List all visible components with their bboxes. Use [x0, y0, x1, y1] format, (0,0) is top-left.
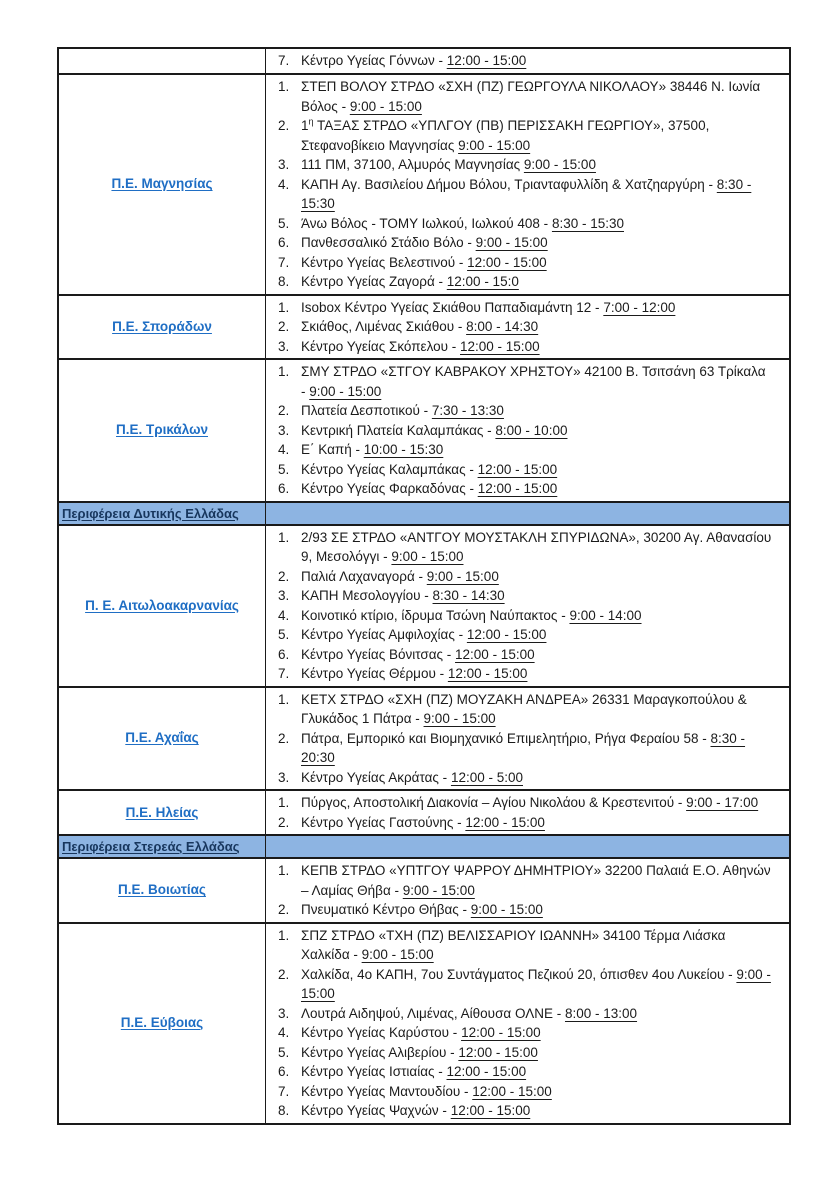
item-text — [301, 861, 783, 900]
item-number: 6. — [278, 1064, 290, 1079]
item-number: 6. — [278, 481, 290, 496]
region-label: Π.Ε. Αχαΐας — [125, 730, 199, 746]
schedule-item — [266, 813, 783, 833]
locations-cell — [266, 526, 789, 686]
region-row — [59, 49, 789, 73]
item-number: 8. — [278, 1103, 290, 1118]
item-text — [301, 421, 783, 441]
item-location-text: ΤΑΞΑΣ ΣΤΡΔΟ «ΥΠΛΓΟΥ (ΠΒ) ΠΕΡΙΣΣΑΚΗ ΓΕΩΡΓΙΟΥ», 37500, Στεφανοβίκειο Μαγνησίας — [301, 118, 710, 153]
item-location-text: ΣΜΥ ΣΤΡΔΟ «ΣΤΓΟΥ ΚΑΒΡΑΚΟΥ ΧΡΗΣΤΟΥ» 42100 Β. Τσιτσάνη 63 Τρίκαλα - — [301, 364, 766, 399]
item-time: 12:00 - 15:00 — [467, 254, 547, 270]
item-location-text: ΚΕΠΒ ΣΤΡΔΟ «ΥΠΤΓΟΥ ΨΑΡΡΟΥ ΔΗΜΗΤΡΙΟΥ» 32200 Παλαιά Ε.Ο. Αθηνών – Λαμίας Θήβα - — [301, 863, 771, 898]
locations-cell — [266, 859, 789, 922]
item-text — [301, 51, 783, 71]
item-number: 7. — [278, 1083, 290, 1099]
schedule-item — [266, 729, 783, 768]
item-location-text: Πύργος, Αποστολική Διακονία – Αγίου Νικολάου & Κρεστενιτού - — [301, 795, 687, 810]
item-text — [301, 606, 783, 626]
region-row — [59, 294, 789, 359]
region-row — [59, 857, 789, 922]
schedule-item — [266, 900, 783, 920]
schedule-item — [266, 362, 783, 401]
schedule-item — [266, 1082, 783, 1102]
schedule-item — [266, 625, 783, 645]
item-location-text: Κέντρο Υγείας Αμφιλοχίας - — [301, 627, 467, 642]
item-location-text: Κέντρο Υγείας Βελεστινού - — [301, 254, 468, 270]
schedule-item — [266, 401, 783, 421]
item-number: 6. — [278, 235, 290, 250]
item-text — [301, 1043, 783, 1063]
item-time: 9:00 - 15:00 — [470, 902, 543, 917]
item-time: 7:00 - 12:00 — [603, 299, 676, 315]
item-number: 7. — [278, 53, 290, 68]
item-text — [301, 1004, 783, 1024]
item-time: 9:00 - 15:00 — [391, 549, 464, 564]
item-location-text: Άνω Βόλος - ΤΟΜΥ Ιωλκού, Ιωλκού 408 - — [301, 215, 552, 231]
item-text — [301, 298, 783, 318]
locations-cell — [266, 503, 789, 524]
item-time: 9:00 - 17:00 — [686, 795, 759, 810]
schedule-item — [266, 440, 783, 460]
item-number: 3. — [278, 422, 290, 438]
item-location-text: Κοινοτικό κτίριο, ίδρυμα Τσώνη Ναύπακτος - — [301, 607, 570, 623]
item-time: 9:00 - 15:00 — [402, 882, 475, 898]
item-time: 9:00 - 15:00 — [426, 568, 499, 584]
item-number: 1. — [278, 364, 290, 379]
item-text — [301, 965, 783, 1004]
item-location-text: ΚΕΤΧ ΣΤΡΔΟ «ΣΧΗ (ΠΖ) ΜΟΥΖΑΚΗ ΑΝΔΡΕΑ» 26331 Μαραγκοπούλου & Γλυκάδος 1 Πάτρα - — [301, 691, 747, 726]
schedule-item — [266, 51, 783, 71]
item-text — [301, 900, 783, 920]
schedule-item — [266, 1023, 783, 1043]
region-label: Π. Ε. Αιτωλοακαρνανίας — [85, 597, 239, 613]
item-time: 12:00 - 15:00 — [450, 1103, 531, 1118]
item-location-text: Κέντρο Υγείας Ακράτας - — [301, 769, 451, 785]
item-number: 1. — [278, 529, 290, 545]
item-number: 7. — [278, 254, 290, 270]
item-location-text: Isobox Κέντρο Υγείας Σκιάθου Παπαδιαμάντη 12 - — [301, 299, 604, 315]
region-row — [59, 358, 789, 501]
item-time: 12:00 - 15:00 — [466, 627, 547, 642]
schedule-item — [266, 116, 783, 155]
item-number: 5. — [278, 1044, 290, 1060]
schedule-item — [266, 606, 783, 626]
section-label-cell — [59, 836, 266, 857]
item-time: 8:30 - 15:30 — [301, 176, 752, 211]
item-time: 12:00 - 15:00 — [458, 1044, 538, 1060]
item-number: 3. — [278, 1005, 290, 1021]
item-time: 12:00 - 15:00 — [465, 814, 545, 830]
region-label-cell — [59, 360, 266, 501]
item-location-text: Πάτρα, Εμπορικό και Βιομηχανικό Επιμελητήριο, Ρήγα Φεραίου 58 - — [301, 730, 711, 746]
item-text — [301, 253, 783, 273]
schedule-item — [266, 421, 783, 441]
locations-cell — [266, 49, 789, 73]
schedule-item — [266, 337, 783, 357]
item-number: 6. — [278, 646, 290, 662]
item-location-text: Παλιά Λαχαναγορά - — [301, 568, 427, 584]
schedule-item — [266, 1043, 783, 1063]
item-time: 12:00 - 15:0 — [446, 274, 519, 289]
item-time: 9:00 - 14:00 — [569, 607, 642, 623]
item-location-text: Πνευματικό Κέντρο Θήβας - — [301, 902, 471, 917]
region-label-cell — [59, 688, 266, 790]
item-text — [301, 362, 783, 401]
section-row — [59, 501, 789, 524]
region-label: Π.Ε. Εύβοιας — [120, 1015, 204, 1030]
item-text — [301, 1023, 783, 1043]
item-text — [301, 155, 783, 175]
region-label: Π.Ε. Βοιωτίας — [118, 882, 206, 898]
item-number: 5. — [278, 627, 290, 642]
item-time: 12:00 - 15:00 — [446, 1064, 527, 1079]
item-location-text: ΚΑΠΗ Μεσολογγίου - — [301, 588, 433, 603]
item-time: 9:00 - 15:00 — [301, 966, 771, 1001]
item-location-text: Κέντρο Υγείας Ζαγορά - — [301, 274, 447, 289]
item-location-text: 2/93 ΣΕ ΣΤΡΔΟ «ΑΝΤΓΟΥ ΜΟΥΣΤΑΚΛΗ ΣΠΥΡΙΔΩΝΑ», 30200 Αγ. Αθανασίου 9, Μεσολόγγι - — [301, 529, 772, 564]
schedule-item — [266, 175, 783, 214]
item-number: 2. — [278, 730, 290, 746]
item-location-text: ΣΠΖ ΣΤΡΔΟ «ΤΧΗ (ΠΖ) ΒΕΛΙΣΣΑΡΙΟΥ ΙΩΑΝΝΗ» 34100 Τέρμα Λιάσκα Χαλκίδα - — [301, 927, 726, 962]
item-time: 12:00 - 15:00 — [477, 481, 558, 496]
schedule-item — [266, 1101, 783, 1121]
item-time: 9:00 - 15:00 — [349, 98, 422, 114]
region-row — [59, 524, 789, 686]
item-location-text: ΚΑΠΗ Αγ. Βασιλείου Δήμου Βόλου, Τριανταφυλλίδη & Χατζηαργύρη - — [301, 176, 717, 192]
item-location-text: Κέντρο Υγείας Καρύστου - — [301, 1025, 462, 1040]
item-number: 5. — [278, 461, 290, 477]
item-number: 7. — [278, 666, 290, 681]
schedule-item — [266, 253, 783, 273]
item-number: 1. — [278, 299, 290, 315]
item-location-text: ΣΤΕΠ ΒΟΛΟΥ ΣΤΡΔΟ «ΣΧΗ (ΠΖ) ΓΕΩΡΓΟΥΛΑ ΝΙΚΟΛΑΟΥ» 38446 Ν. Ιωνία Βόλος - — [301, 79, 761, 114]
schedule-item — [266, 298, 783, 318]
section-title: Περιφέρεια Στερεάς Ελλάδας — [62, 839, 240, 854]
schedule-item — [266, 460, 783, 480]
schedule-item — [266, 1062, 783, 1082]
item-text — [301, 272, 783, 292]
region-label: Π.Ε. Μαγνησίας — [111, 176, 213, 192]
item-text — [301, 214, 783, 234]
item-text — [301, 567, 783, 587]
item-number: 2. — [278, 568, 290, 584]
item-number: 2. — [278, 966, 290, 982]
schedule-item — [266, 690, 783, 729]
item-text — [301, 1101, 783, 1121]
item-location-text: Κέντρο Υγείας Βόνιτσας - — [301, 646, 456, 662]
item-number: 4. — [278, 1025, 290, 1040]
schedule-item — [266, 926, 783, 965]
item-text — [301, 793, 783, 813]
item-location-text: Κεντρική Πλατεία Καλαμπάκας - — [301, 422, 496, 438]
item-time: 9:00 - 15:00 — [523, 157, 596, 172]
item-text — [301, 645, 783, 665]
item-text — [301, 813, 783, 833]
item-time: 9:00 - 15:00 — [475, 235, 548, 250]
item-text — [301, 768, 783, 788]
region-label-cell — [59, 859, 266, 922]
item-text — [301, 317, 783, 337]
item-location-text: Κέντρο Υγείας Ιστιαίας - — [301, 1064, 447, 1079]
schedule-item — [266, 793, 783, 813]
locations-cell — [266, 360, 789, 501]
section-label-cell — [59, 503, 266, 524]
schedule-table — [57, 47, 791, 1125]
item-time: 9:00 - 15:00 — [309, 383, 382, 399]
item-text — [301, 625, 783, 645]
item-location-text: Πλατεία Δεσποτικού - — [301, 403, 432, 418]
region-label-cell — [59, 924, 266, 1123]
item-text — [301, 926, 783, 965]
schedule-item — [266, 233, 783, 253]
schedule-item — [266, 965, 783, 1004]
item-time: 12:00 - 15:00 — [446, 53, 527, 68]
item-time: 12:00 - 15:00 — [477, 461, 558, 477]
item-location-text: Κέντρο Υγείας Αλιβερίου - — [301, 1044, 459, 1060]
item-number: 1. — [278, 863, 290, 878]
item-time: 8:00 - 14:30 — [466, 319, 539, 334]
item-time: 12:00 - 15:00 — [461, 1025, 541, 1040]
schedule-item — [266, 567, 783, 587]
item-time: 8:30 - 14:30 — [432, 588, 505, 603]
item-time: 8:00 - 10:00 — [495, 422, 568, 438]
item-number: 4. — [278, 176, 290, 192]
item-time: 9:00 - 15:00 — [423, 711, 496, 726]
item-location-text: Πανθεσσαλικό Στάδιο Βόλο - — [301, 235, 476, 250]
item-time: 10:00 - 15:30 — [363, 442, 444, 457]
item-text — [301, 729, 783, 768]
item-text — [301, 690, 783, 729]
item-location-text: 111 ΠΜ, 37100, Αλμυρός Μαγνησίας — [301, 157, 524, 172]
item-number: 2. — [278, 319, 290, 334]
item-location-text: Κέντρο Υγείας Γόννων - — [301, 53, 447, 68]
item-text — [301, 1082, 783, 1102]
item-number: 3. — [278, 588, 290, 603]
item-text — [301, 528, 783, 567]
schedule-item — [266, 664, 783, 684]
item-time: 12:00 - 5:00 — [450, 769, 523, 785]
schedule-item — [266, 861, 783, 900]
region-label: Π.Ε. Ηλείας — [125, 804, 199, 820]
region-label: Π.Ε. Τρικάλων — [116, 422, 208, 438]
item-time: 12:00 - 15:00 — [455, 646, 535, 662]
item-text — [301, 460, 783, 480]
region-label-cell — [59, 791, 266, 834]
schedule-item — [266, 1004, 783, 1024]
item-location-text: Κέντρο Υγείας Μαντουδίου - — [301, 1083, 473, 1099]
item-location-text: Ε΄ Καπή - — [301, 442, 364, 457]
schedule-item — [266, 528, 783, 567]
item-location-text: Κέντρο Υγείας Φαρκαδόνας - — [301, 481, 478, 496]
region-label-cell — [59, 296, 266, 359]
schedule-item — [266, 272, 783, 292]
item-text — [301, 233, 783, 253]
item-number: 1. — [278, 795, 290, 810]
item-text — [301, 77, 783, 116]
region-label-cell — [59, 75, 266, 294]
schedule-item — [266, 317, 783, 337]
item-superscript: η — [308, 116, 314, 127]
item-time: 7:30 - 13:30 — [431, 403, 504, 418]
region-row — [59, 789, 789, 834]
item-text — [301, 116, 783, 155]
item-text — [301, 1062, 783, 1082]
schedule-item — [266, 768, 783, 788]
schedule-item — [266, 586, 783, 606]
region-label-cell — [59, 526, 266, 686]
item-number: 2. — [278, 814, 290, 830]
item-number: 5. — [278, 215, 290, 231]
item-location-text: Κέντρο Υγείας Σκόπελου - — [301, 338, 461, 354]
locations-cell — [266, 75, 789, 294]
locations-cell — [266, 791, 789, 834]
item-text — [301, 664, 783, 684]
item-time: 9:00 - 15:00 — [458, 137, 531, 153]
locations-cell — [266, 924, 789, 1123]
item-time: 8:30 - 15:30 — [551, 215, 624, 231]
item-number: 2. — [278, 403, 290, 418]
item-time: 12:00 - 15:00 — [460, 338, 540, 354]
item-time: 12:00 - 15:00 — [472, 1083, 552, 1099]
section-title: Περιφέρεια Δυτικής Ελλάδας — [62, 505, 239, 521]
item-text — [301, 337, 783, 357]
locations-cell — [266, 296, 789, 359]
item-time: 8:30 - 20:30 — [301, 730, 746, 765]
item-number: 1. — [278, 927, 290, 943]
schedule-item — [266, 645, 783, 665]
item-text — [301, 586, 783, 606]
region-row — [59, 686, 789, 790]
item-location-text: Κέντρο Υγείας Θέρμου - — [301, 666, 448, 681]
item-text — [301, 479, 783, 499]
item-number: 2. — [278, 902, 290, 917]
item-number: 2. — [278, 118, 290, 133]
item-text — [301, 440, 783, 460]
item-number: 1. — [278, 691, 290, 707]
item-location-text: Χαλκίδα, 4ο ΚΑΠΗ, 7ου Συντάγματος Πεζικού 20, όπισθεν 4ου Λυκείου - — [301, 966, 737, 982]
item-time: 9:00 - 15:00 — [361, 947, 434, 962]
schedule-item — [266, 155, 783, 175]
region-label: Π.Ε. Σποράδων — [112, 318, 212, 334]
locations-cell — [266, 688, 789, 790]
item-location-text: Κέντρο Υγείας Ψαχνών - — [301, 1103, 451, 1118]
section-row — [59, 834, 789, 857]
item-number: 4. — [278, 442, 290, 457]
region-label-cell — [59, 49, 266, 73]
item-number: 3. — [278, 338, 290, 354]
item-text — [301, 401, 783, 421]
item-location-text: 1 — [301, 118, 309, 133]
schedule-item — [266, 479, 783, 499]
item-time: 12:00 - 15:00 — [447, 666, 528, 681]
item-location-text: Λουτρά Αιδηψού, Λιμένας, Αίθουσα ΟΛΝΕ - — [301, 1005, 565, 1021]
schedule-item — [266, 77, 783, 116]
item-number: 1. — [278, 79, 290, 94]
item-location-text: Κέντρο Υγείας Γαστούνης - — [301, 814, 466, 830]
item-number: 3. — [278, 157, 290, 172]
item-text — [301, 175, 783, 214]
item-number: 8. — [278, 274, 290, 289]
item-number: 4. — [278, 607, 290, 623]
item-number: 3. — [278, 769, 290, 785]
item-location-text: Κέντρο Υγείας Καλαμπάκας - — [301, 461, 478, 477]
region-row — [59, 922, 789, 1123]
region-row — [59, 73, 789, 294]
schedule-item — [266, 214, 783, 234]
item-location-text: Σκιάθος, Λιμένας Σκιάθου - — [301, 319, 467, 334]
item-time: 8:00 - 13:00 — [564, 1005, 638, 1021]
locations-cell — [266, 836, 789, 857]
